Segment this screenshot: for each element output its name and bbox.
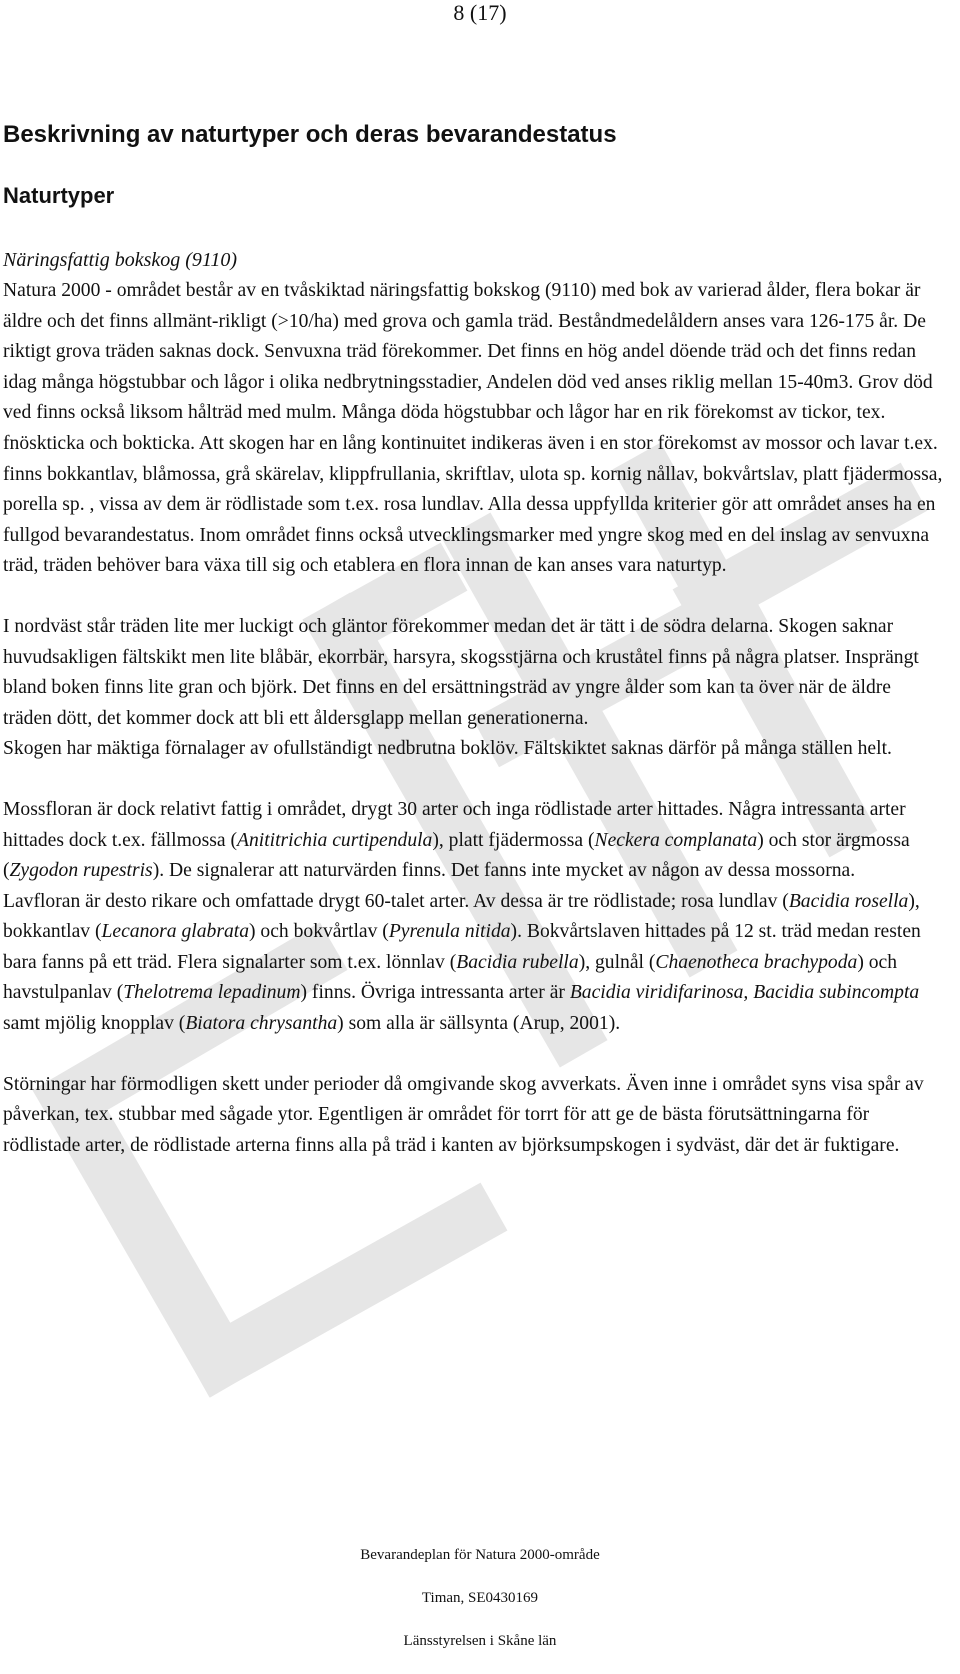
section-heading: Naturtyper: [3, 183, 115, 208]
page-number: 8 (17): [453, 0, 507, 25]
footer-authority: Länsstyrelsen i Skåne län: [403, 1633, 557, 1649]
habitat-title: Näringsfattig bokskog (9110): [3, 249, 238, 271]
paragraph-litter-layer: Skogen har mäktiga förnalager av ofullständigt nedbrutna boklöv. Fältskiktet saknas därför på många ställen helt.: [3, 738, 892, 760]
paragraph-lichen-flora: Lavfloran är desto rikare och omfattade drygt 60-talet arter. Av dessa är tre rödlistade; rosa lundlav (Bacidia rosella), bokkantlav (Lecanora glabrata) och bokvårtlav (Pyrenula nitida). Bokvårtslaven hittades på 12 st. träd medan resten bara fanns på ett träd. Flera signalarter som t.ex. lönnlav (Bacidia rubella), gulnål (Chaenotheca brachypoda) och havstulpanlav (Thelotrema lepadinum) finns. Övriga intressanta arter är Bacidia viridifarinosa, Bacidia subincompta samt mjölig knopplav (Biatora chrysantha) som alla är sällsynta (Arup, 2001).: [3, 890, 921, 1035]
footer-site-id: Timan, SE0430169: [421, 1590, 539, 1606]
footer-plan-title: Bevarandeplan för Natura 2000-område: [360, 1547, 600, 1563]
page-footer: [0, 1545, 960, 1674]
paragraph-stand-structure: I nordväst står träden lite mer luckigt och gläntor förekommer medan det är tätt i de södra delarna. Skogen saknar huvudsakligen fältskikt men lite blåbär, ekorrbär, harsyra, skogsstjärna och kruståtel finns på några platser. Insprängt bland boken finns lite gran och björk. Det finns en del ersättningsträd av yngre ålder som kan ta över när de äldre träden dött, det kommer dock att bli ett åldersglapp mellan generationerna.: [3, 615, 919, 729]
paragraph-habitat-description: Natura 2000 - området består av en tvåskiktad näringsfattig bokskog (9110) med bok av varierad ålder, flera bokar är äldre och det finns allmänt-rikligt (>10/ha) med grova och gamla träd. Beståndmedelåldern anses vara 126-175 år. De riktigt grova träden saknas dock. Senvuxna träd förekommer. Det finns en hög andel döende träd och det finns redan idag många högstubbar och lågor i olika nedbrytningsstadier, Andelen död ved anses riklig mellan 15-40m3. Grov död ved finns också liksom hålträd med mulm. Många döda högstubbar och lågor har en rik förekomst av tickor, tex. fnöskticka och bokticka. Att skogen har en lång kontinuitet indikeras även i en stor förekomst av mossor och lavar t.ex. finns bokkantlav, blåmossa, grå skärelav, klippfrullania, skriftlav, ulota sp. kornig nållav, bokvårtslav, platt fjädermossa, porella sp. , vissa av dem är rödlistade som t.ex. rosa lundlav. Alla dessa uppfyllda kriterier gör att området anses ha en fullgod bevarandestatus. Inom området finns också utvecklingsmarker med yngre skog med en del inslag av senvuxna träd, träden behöver bara växa till sig och etablera en flora innan de kan anses vara naturtyp.: [3, 280, 943, 577]
document-body: [3, 120, 943, 1161]
paragraph-moss-flora: Mossfloran är dock relativt fattig i området, drygt 30 arter och inga rödlistade arter hittades. Några intressanta arter hittades dock t.ex. fällmossa (Anititrichia curtipendula), platt fjädermossa (Neckera complanata) och stor ärgmossa (Zygodon rupestris). De signalerar att naturvärden finns. Det fanns inte mycket av någon av dessa mossorna.: [3, 798, 910, 882]
paragraph-disturbances: Störningar har förmodligen skett under perioder då omgivande skog avverkats. Även inne i området syns visa spår av påverkan, tex. stubbar med sågade ytor. Egentligen är området för torrt för att ge de bästa förutsättningarna för rödlistade arter, de rödlistade arterna finns alla på träd i kanten av björksumpskogen i sydväst, där det är fuktigare.: [3, 1073, 924, 1156]
page-heading: Beskrivning av naturtyper och deras bevarandestatus: [3, 121, 617, 148]
